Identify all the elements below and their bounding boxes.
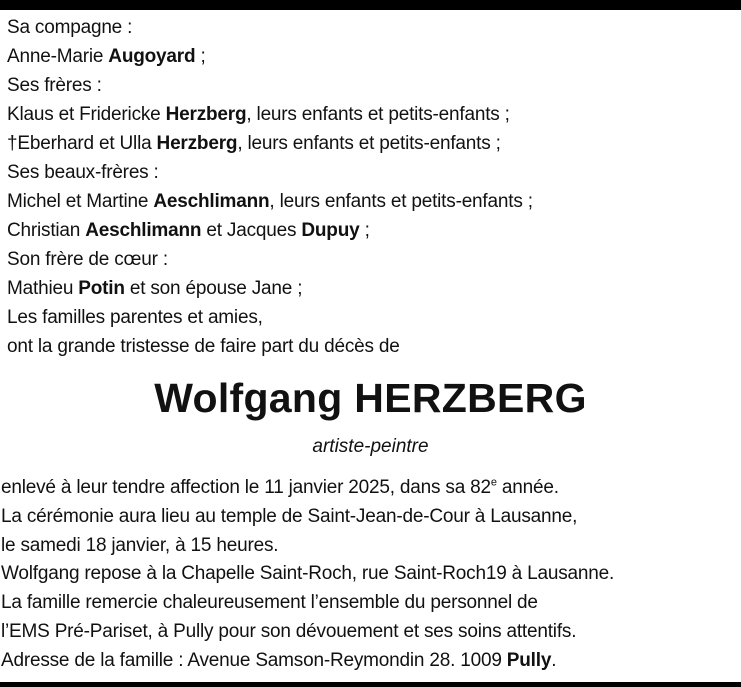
- surname: Potin: [78, 278, 125, 299]
- surname: Herzberg: [156, 133, 238, 154]
- address-line: Adresse de la famille : Avenue Samson-Reymondin 28. 1009 Pully.: [1, 649, 557, 671]
- announce-line: ont la grande tristesse de faire part du décès de: [7, 336, 400, 357]
- heart-brother-line: Mathieu Potin et son épouse Jane ;: [7, 278, 303, 299]
- family-list: [7, 13, 737, 361]
- relatives-line: Les familles parentes et amies,: [7, 307, 263, 328]
- surname: Herzberg: [165, 104, 247, 125]
- companion-line: Anne-Marie Augoyard ;: [7, 46, 206, 67]
- thanks-line-1: La famille remercie chaleureusement l’ensemble du personnel de: [1, 592, 538, 614]
- surname: Aeschlimann: [153, 191, 270, 212]
- surname: Augoyard: [108, 46, 196, 67]
- surname: Dupuy: [301, 220, 360, 241]
- details-block: [1, 474, 739, 676]
- ceremony-line-1: La cérémonie aura lieu au temple de Saint-Jean-de-Cour à Lausanne,: [1, 505, 578, 527]
- surname: Aeschlimann: [85, 220, 202, 241]
- address-city: Pully: [506, 649, 552, 671]
- inlaw-line-2: Christian Aeschlimann et Jacques Dupuy ;: [7, 220, 370, 241]
- bottom-rule: [0, 682, 741, 687]
- brother-line-1: Klaus et Fridericke Herzberg, leurs enfants et petits-enfants ;: [7, 104, 510, 125]
- rest-line: Wolfgang repose à la Chapelle Saint-Roch, rue Saint-Roch19 à Lausanne.: [1, 563, 615, 585]
- companion-heading: Sa compagne :: [7, 17, 133, 38]
- death-line: enlevé à leur tendre affection le 11 janvier 2025, dans sa 82e année.: [1, 476, 559, 498]
- heart-brother-heading: Son frère de cœur :: [7, 249, 168, 270]
- inlaw-line-1: Michel et Martine Aeschlimann, leurs enfants et petits-enfants ;: [7, 191, 533, 212]
- thanks-line-2: l’EMS Pré-Pariset, à Pully pour son dévouement et ses soins attentifs.: [1, 620, 577, 642]
- top-rule: [0, 0, 741, 10]
- ceremony-line-2: le samedi 18 janvier, à 15 heures.: [1, 534, 279, 556]
- brother-line-2: †Eberhard et Ulla Herzberg, leurs enfants et petits-enfants ;: [7, 133, 501, 154]
- inlaws-heading: Ses beaux-frères :: [7, 162, 159, 183]
- brothers-heading: Ses frères :: [7, 75, 102, 96]
- deceased-role: artiste-peintre: [312, 436, 429, 457]
- deceased-name: Wolfgang HERZBERG: [154, 375, 587, 421]
- ordinal-suffix: e: [490, 476, 497, 489]
